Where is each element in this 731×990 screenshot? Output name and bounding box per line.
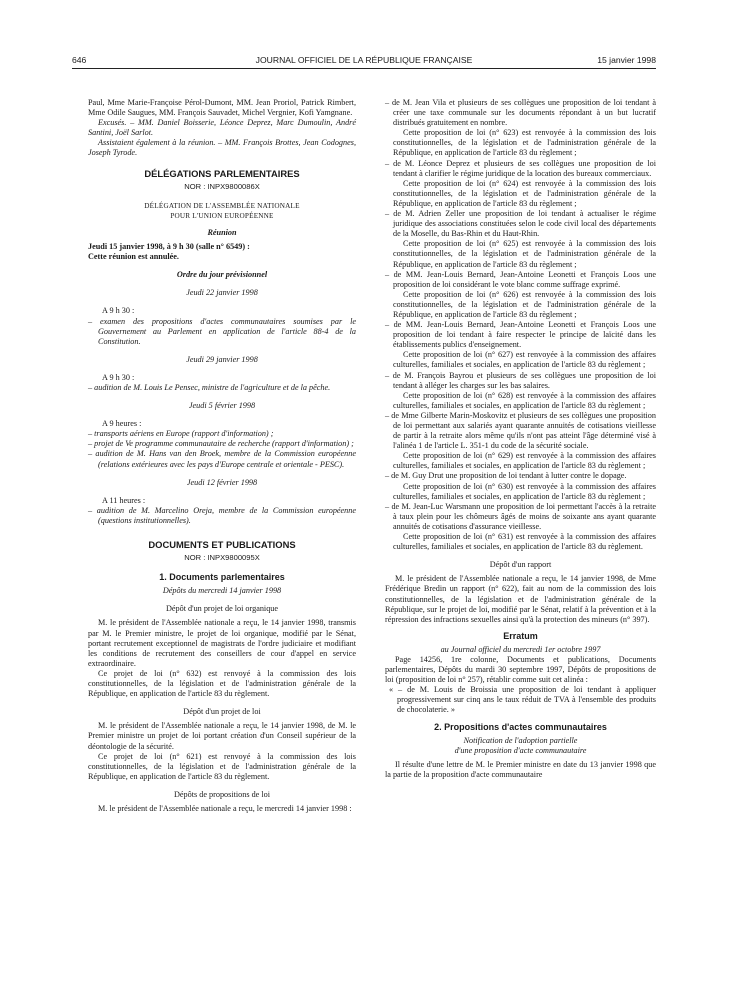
paragraph: M. le président de l'Assemblée nationale a reçu, le mercredi 14 janvier 1998 : [98,803,352,813]
running-header [72,55,656,67]
agenda-time: A 9 heures : [102,419,142,429]
proposal-item: – de M. Guy Drut une proposition de loi tendant à lutter contre le dopage. [385,471,627,481]
erratum-quote: « – de M. Louis de Broissia une proposition de loi tendant à appliquer progressivement sur cinq ans le taux réduit de TVA à l'ensemble des produits de chocolaterie. » [389,685,656,715]
attendees-text: Paul, Mme Marie-Françoise Pérol-Dumont, MM. Jean Proriol, Patrick Rimbert, Mme Odile Saugues, MM. François Sauvadet, Michel Vergnier, Kofi Yamgnane. [88,98,356,118]
proposal-referral: Cette proposition de loi (n° 625) est renvoyée à la commission des lois constitutionnelles, de la législation et de l'administration générale de la République, en application de l'article 83 du règlement ; [393,239,656,269]
reunion-date: Jeudi 15 janvier 1998, à 9 h 30 (salle n° 6549) : [88,242,250,252]
agenda-item: – audition de M. Louis Le Pensec, ministre de l'agriculture et de la pêche. [88,382,331,392]
erratum-subheading: au Journal officiel du mercredi 1er octobre 1997 [440,644,601,654]
section-documents-parlementaires: 1. Documents parlementaires [159,572,285,583]
journal-title: JOURNAL OFFICIEL DE LA RÉPUBLIQUE FRANÇAISE [255,55,473,65]
agenda-date: Jeudi 12 février 1998 [186,477,258,487]
right-column [385,98,656,780]
erratum-heading: Erratum [503,630,538,641]
delegations-nor: NOR : INPX9800086X [184,181,260,191]
subheading-projet-organique: Dépôt d'un projet de loi organique [165,604,279,614]
agenda-item: – projet de Ve programme communautaire de recherche (rapport d'information) ; [88,439,354,449]
agenda-item: – transports aériens en Europe (rapport d'information) ; [88,429,274,439]
delegation-name-line2: POUR L'UNION EUROPÉENNE [170,211,274,220]
delegation-name: DÉLÉGATION DE L'ASSEMBLÉE NATIONALE [144,201,300,210]
paragraph: Page 14256, 1re colonne, Documents et publications, Documents parlementaires, Dépôts du mardi 30 septembre 1997, Dépôts de propositions de loi (proposition de loi n° 257), rétablir comme suit cet alinéa : [385,654,656,685]
subheading-projet-loi: Dépôt d'un projet de loi [183,707,261,717]
paragraph: Ce projet de loi (n° 632) est renvoyé à la commission des lois constitutionnelles, de la législation et de l'administration générale de la République, en application de l'article 83 du règlement. [88,668,356,699]
documents-nor: NOR : INPX9800095X [184,553,260,563]
proposal-item: – de M. Jean-Luc Warsmann une proposition de loi permettant l'accès à la retraite à taux plein pour les chômeurs âgés de moins de soixante ans ayant quarante annuités de cotisations d'assurance vieillesse. [385,501,656,531]
header-rule [72,68,656,69]
reunion-cancelled: Cette réunion est annulée. [88,252,179,262]
proposal-referral: Cette proposition de loi (n° 626) est renvoyée à la commission des lois constitutionnelles, de la législation et de l'administration générale de la République, en application de l'article 83 du règlement ; [393,289,656,319]
notification-heading: Notification de l'adoption partielle [463,735,578,745]
proposal-item: – de MM. Jean-Louis Bernard, Jean-Antoine Leonetti et François Loos une proposition de loi considérant le vote blanc comme suffrage exprimé. [385,269,656,289]
agenda-item: – examen des propositions d'actes communautaires soumises par le Gouvernement au Parlement en application de l'article 88-4 de la Constitution. [88,316,356,346]
assistant-text: Assistaient également à la réunion. – MM. François Brottes, Jean Codognes, Joseph Tyrode. [88,138,356,158]
paragraph: Ce projet de loi (n° 621) est renvoyé à la commission des lois constitutionnelles, de la législation et de l'administration générale de la République, en application de l'article 83 du règlement. [88,751,356,781]
proposal-referral: Cette proposition de loi (n° 628) est renvoyée à la commission des affaires culturelles, familiales et sociales, en application de l'article 83 du règlement ; [393,390,656,410]
section-propositions-actes: 2. Propositions d'actes communautaires [434,721,607,732]
proposal-referral: Cette proposition de loi (n° 623) est renvoyée à la commission des lois constitutionnelles, de la législation et de l'administration générale de la République, en application de l'article 83 du règlement ; [393,128,656,158]
proposal-referral: Cette proposition de loi (n° 624) est renvoyée à la commission des lois constitutionnelles, de la législation et de l'administration générale de la République, en application de l'article 83 du règlement ; [393,178,656,208]
paragraph: M. le président de l'Assemblée nationale a reçu, le 14 janvier 1998, de M. le Premier ministre un projet de loi portant création d'un Conseil supérieur de la déontologie de la sécurité. [88,721,356,751]
proposal-referral: Cette proposition de loi (n° 630) est renvoyée à la commission des affaires culturelles, familiales et sociales, en application de l'article 83 du règlement ; [393,481,656,501]
reunion-heading: Réunion [207,227,237,237]
documents-heading: DOCUMENTS ET PUBLICATIONS [148,539,296,550]
proposal-referral: Cette proposition de loi (n° 631) est renvoyée à la commission des affaires culturelles, familiales et sociales, en application de l'article 83 du règlement. [393,532,656,552]
proposal-item: – de MM. Jean-Louis Bernard, Jean-Antoine Leonetti et François Loos une proposition de loi tendant à faire respecter le principe de laïcité dans les établissements publics d'enseignement. [385,320,656,350]
subheading-rapport: Dépôt d'un rapport [489,560,552,570]
proposal-item: – de M. Jean Vila et plusieurs de ses collègues une proposition de loi tendant à créer une taxe communale sur les documents répondant à un but lucratif distribués gratuitement en nombre. [385,98,656,128]
agenda-item: – audition de M. Hans van den Broek, membre de la Commission européenne (relations extérieures avec les pays d'Europe centrale et orientale - PESC). [88,449,356,469]
delegations-heading: DÉLÉGATIONS PARLEMENTAIRES [144,167,300,179]
agenda-time: A 9 h 30 : [102,306,135,316]
issue-date: 15 janvier 1998 [597,55,656,65]
proposal-referral: Cette proposition de loi (n° 629) est renvoyée à la commission des affaires culturelles, familiales et sociales, en application de l'article 83 du règlement ; [393,451,656,471]
agenda-date: Jeudi 22 janvier 1998 [186,288,258,298]
proposal-item: – de M. Léonce Deprez et plusieurs de ses collègues une proposition de loi tendant à clarifier le régime juridique de la location des bureaux commerciaux. [385,158,656,178]
subheading-propositions: Dépôts de propositions de loi [174,789,270,799]
agenda-date: Jeudi 29 janvier 1998 [186,354,258,364]
proposal-item: – de M. Adrien Zeller une proposition de loi tendant à actualiser le régime juridique des associations constituées selon le code civil local des départements de la Moselle, du Bas-Rhin et du Haut-Rhin. [385,209,656,239]
paragraph: Il résulte d'une lettre de M. le Premier ministre en date du 13 janvier 1998 que la partie de la proposition d'acte communautaire [385,759,656,779]
agenda-date: Jeudi 5 février 1998 [188,401,256,411]
paragraph: M. le président de l'Assemblée nationale a reçu, le 14 janvier 1998, de Mme Frédérique Bredin un rapport (n° 622), fait au nom de la commission des lois constitutionnelles, de la législation et de l'administration générale de la République, sur le projet de loi, modifié par le Sénat, relatif à la prévention et à la répression des infractions sexuelles ainsi qu'à la protection des mineurs (n° 397). [385,574,656,624]
agenda-heading: Ordre du jour prévisionnel [176,270,268,280]
paragraph: M. le président de l'Assemblée nationale a reçu, le 14 janvier 1998, transmis par M. le Premier ministre, le projet de loi organique, modifié par le Sénat, portant recrutement exceptionnel de magistrats de l'ordre judiciaire et modifiant les conditions de recrutement des conseillers de cour d'appel en service extraordinaire. [88,618,356,668]
page-number: 646 [72,55,87,65]
proposal-item: – de M. François Bayrou et plusieurs de ses collègues une proposition de loi tendant à alléger les charges sur les bas salaires. [385,370,656,390]
depots-date: Dépôts du mercredi 14 janvier 1998 [162,586,282,596]
proposal-item: – de Mme Gilberte Marin-Moskovitz et plusieurs de ses collègues une proposition de loi permettant aux salariés ayant quarante annuités de cotisations vieillesse de partir à la retraite alors même qu'ils n'ont pas atteint l'âge déterminé visé à l'alinéa 1 de l'article L. 351-1 du code de la sécurité sociale. [385,410,656,451]
proposal-referral: Cette proposition de loi (n° 627) est renvoyée à la commission des affaires culturelles, familiales et sociales, en application de l'article 83 du règlement ; [393,350,656,370]
left-column [88,98,356,814]
agenda-time: A 11 heures : [102,495,146,505]
notification-heading-line2: d'une proposition d'acte communautaire [454,745,587,755]
agenda-item: – audition de M. Marcelino Oreja, membre de la Commission européenne (questions institutionnelles). [88,505,356,525]
agenda-time: A 9 h 30 : [102,372,135,382]
excuses-text: Excusés. – MM. Daniel Boisserie, Léonce Deprez, Marc Dumoulin, André Santini, Joël Sarlot. [88,118,356,138]
